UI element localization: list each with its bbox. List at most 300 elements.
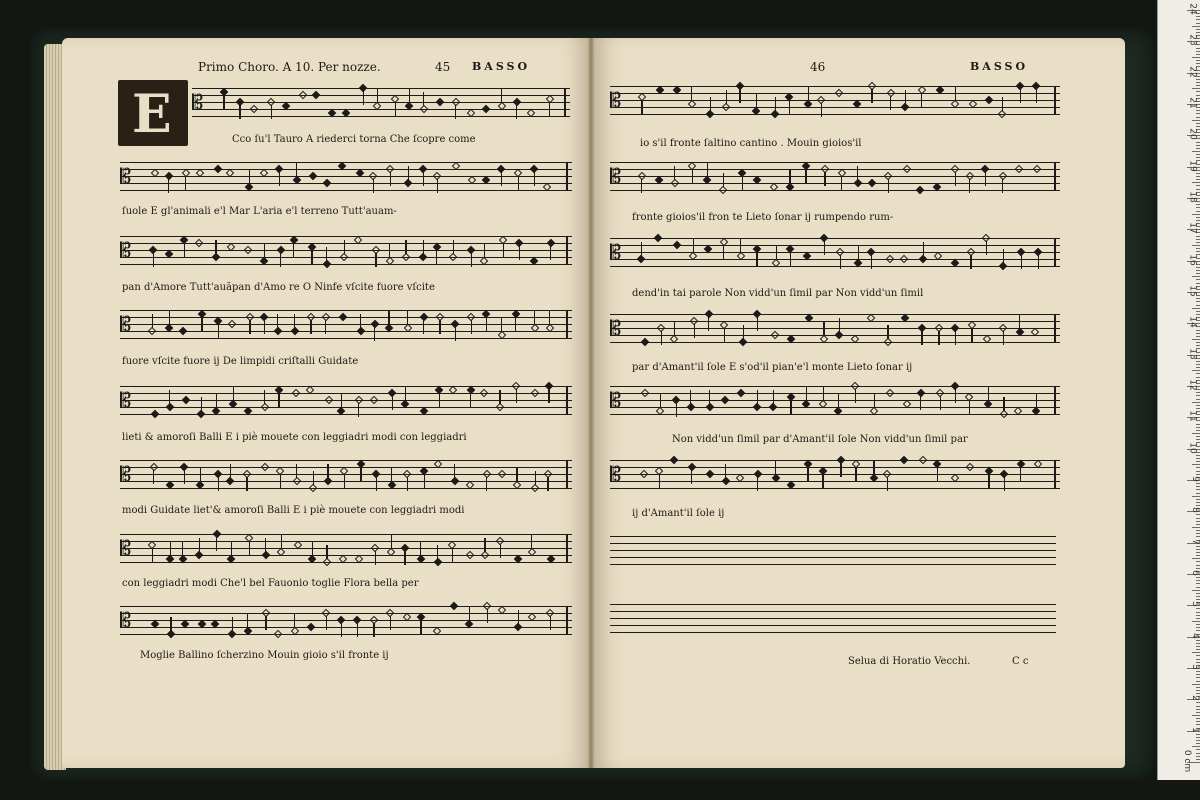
staff-line: [192, 95, 570, 96]
note-stem: [407, 311, 408, 325]
ruler-tick: [1196, 273, 1200, 274]
note-stem: [693, 239, 694, 253]
clef-symbol: 𝄡: [120, 608, 132, 632]
ruler-tick: [1196, 706, 1200, 707]
note-stem: [344, 474, 345, 488]
ruler-tick: [1196, 333, 1200, 334]
music-note: [181, 396, 189, 404]
music-note: [706, 470, 714, 478]
ruler-tick: [1196, 248, 1200, 249]
note-stem: [756, 94, 757, 108]
note-stem: [310, 320, 311, 334]
note-stem: [471, 253, 472, 267]
bar-line: [566, 386, 568, 415]
note-stem: [888, 179, 889, 193]
music-note: [420, 105, 428, 113]
music-note: [496, 403, 504, 411]
note-stem: [500, 544, 501, 558]
ruler-tick: [1192, 433, 1200, 434]
note-stem: [757, 390, 758, 404]
music-note: [179, 327, 187, 335]
note-stem: [420, 542, 421, 556]
note-stem: [199, 538, 200, 552]
note-stem: [921, 93, 922, 107]
note-stem: [375, 551, 376, 565]
ruler-number: 4: [1190, 632, 1200, 639]
note-stem: [170, 542, 171, 556]
ruler-tick: [1196, 461, 1200, 462]
note-stem: [231, 542, 232, 556]
ruler-tick: [1196, 305, 1200, 306]
music-note: [212, 253, 220, 261]
ruler-tick: [1196, 712, 1200, 713]
note-stem: [531, 535, 532, 549]
note-stem: [518, 610, 519, 624]
ruler-tick: [1196, 596, 1200, 597]
note-stem: [501, 318, 502, 332]
note-stem: [168, 179, 169, 193]
note-stem: [216, 394, 217, 408]
ruler-tick: [1192, 151, 1200, 152]
note-stem: [230, 464, 231, 478]
ruler-number: 17: [1187, 222, 1198, 235]
note-stem: [1004, 477, 1005, 491]
ruler-tick: [1196, 627, 1200, 628]
music-note: [261, 551, 269, 559]
note-stem: [390, 616, 391, 630]
ruler-tick: [1192, 57, 1200, 58]
bar-line: [1054, 238, 1056, 267]
music-note: [291, 389, 299, 397]
ruler-tick: [1196, 123, 1200, 124]
ruler-tick: [1196, 593, 1200, 594]
ruler-tick: [1196, 643, 1200, 644]
right-lyric-line: Non vidd'un ſimil par d'Amant'il ſole Non vidd'un ſimil par: [672, 434, 968, 445]
music-note: [449, 253, 457, 261]
right-lyric-line: par d'Amant'il ſole E s'od'il pian'e'l monte Lieto ſonar ij: [632, 362, 913, 373]
note-stem: [743, 325, 744, 339]
music-staff: [610, 386, 1060, 416]
left-lyric-line: Moglie Ballino ſcherzino Mouin gioio s'il fronte ij: [140, 650, 389, 661]
ruler-tick: [1196, 659, 1200, 660]
note-stem: [375, 253, 376, 267]
note-stem: [821, 103, 822, 117]
staff-line: [610, 238, 1060, 239]
note-stem: [674, 166, 675, 180]
note-stem: [200, 468, 201, 482]
ruler-tick: [1196, 587, 1200, 588]
note-stem: [232, 617, 233, 631]
staff-line: [120, 250, 572, 251]
ruler-tick: [1196, 54, 1200, 55]
note-stem: [775, 461, 776, 475]
ruler-tick: [1192, 402, 1200, 403]
clef-symbol: 𝄡: [120, 312, 132, 336]
ruler-tick: [1196, 207, 1200, 208]
staff-line: [610, 266, 1060, 267]
note-stem: [790, 400, 791, 414]
staff-line: [610, 386, 1060, 387]
note-stem: [874, 394, 875, 408]
note-stem: [969, 179, 970, 193]
ruler-tick: [1196, 615, 1200, 616]
music-note: [148, 327, 156, 335]
ruler-tick: [1196, 399, 1200, 400]
clef-symbol: 𝄡: [610, 388, 622, 412]
note-stem: [937, 467, 938, 481]
note-stem: [390, 172, 391, 186]
ruler-tick: [1196, 311, 1200, 312]
ruler-tick: [1196, 618, 1200, 619]
ruler-number: 16: [1187, 253, 1198, 266]
staff-line: [192, 116, 570, 117]
bar-line: [1054, 314, 1056, 343]
note-stem: [841, 176, 842, 190]
ruler-number: 8: [1190, 507, 1200, 514]
note-stem: [218, 477, 219, 491]
note-stem: [660, 394, 661, 408]
note-stem: [184, 470, 185, 484]
note-stem: [279, 172, 280, 186]
staff-line: [120, 162, 572, 163]
note-stem: [326, 247, 327, 261]
ruler-tick: [1196, 693, 1200, 694]
clef-symbol: 𝄡: [610, 164, 622, 188]
note-stem: [515, 317, 516, 331]
note-stem: [452, 548, 453, 562]
note-stem: [170, 617, 171, 631]
book-gutter: [588, 38, 594, 768]
staff-line: [610, 481, 1060, 482]
note-stem: [822, 474, 823, 488]
staff-line: [120, 176, 572, 177]
note-stem: [1003, 397, 1004, 411]
ruler-tick: [1196, 395, 1200, 396]
note-stem: [280, 474, 281, 488]
ruler-tick: [1196, 724, 1200, 725]
ruler-tick: [1196, 599, 1200, 600]
note-stem: [184, 243, 185, 257]
ruler-tick: [1196, 239, 1200, 240]
note-stem: [940, 396, 941, 410]
music-note: [195, 239, 203, 247]
ruler-tick: [1196, 408, 1200, 409]
music-staff: [120, 386, 572, 416]
note-stem: [344, 240, 345, 254]
note-stem: [247, 614, 248, 628]
ruler-tick: [1192, 308, 1200, 309]
ruler-tick: [1196, 687, 1200, 688]
note-stem: [857, 166, 858, 180]
ruler-tick: [1196, 63, 1200, 64]
ruler-tick: [1196, 342, 1200, 343]
note-stem: [855, 389, 856, 403]
ruler-number: 1: [1190, 726, 1200, 733]
ruler-tick: [1196, 377, 1200, 378]
note-stem: [420, 620, 421, 634]
staff-line: [120, 264, 572, 265]
bar-line: [566, 236, 568, 265]
measurement-ruler: [1157, 0, 1200, 780]
ruler-tick: [1196, 298, 1200, 299]
note-stem: [201, 397, 202, 411]
ruler-tick: [1196, 608, 1200, 609]
note-stem: [938, 331, 939, 345]
bar-line: [1054, 86, 1056, 115]
note-stem: [725, 464, 726, 478]
ruler-number: 5: [1190, 601, 1200, 608]
note-stem: [905, 90, 906, 104]
initial-letter: E: [132, 84, 172, 145]
bar-line: [564, 88, 566, 117]
ruler-number: 2: [1190, 695, 1200, 702]
ruler-tick: [1192, 590, 1200, 591]
music-note: [885, 389, 893, 397]
music-note: [228, 320, 236, 328]
music-note: [721, 477, 729, 485]
music-note: [261, 463, 269, 471]
ruler-tick: [1196, 743, 1200, 744]
staff-line: [120, 555, 572, 556]
ruler-tick: [1196, 19, 1200, 20]
music-note: [404, 179, 412, 187]
clef-symbol: 𝄡: [610, 88, 622, 112]
note-stem: [807, 467, 808, 481]
note-stem: [776, 246, 777, 260]
signature-mark: C c: [1012, 656, 1029, 667]
note-stem: [246, 477, 247, 491]
ruler-number: 10: [1187, 441, 1198, 454]
ruler-number: 11: [1187, 410, 1198, 423]
note-stem: [405, 240, 406, 254]
ruler-tick: [1192, 26, 1200, 27]
ruler-tick: [1192, 276, 1200, 277]
ruler-tick: [1196, 23, 1200, 24]
note-stem: [218, 324, 219, 338]
note-stem: [823, 322, 824, 336]
music-note: [737, 389, 745, 397]
note-stem: [312, 542, 313, 556]
ruler-tick: [1196, 267, 1200, 268]
note-stem: [293, 243, 294, 257]
note-stem: [1036, 394, 1037, 408]
note-stem: [871, 89, 872, 103]
note-stem: [360, 467, 361, 481]
ruler-tick: [1192, 746, 1200, 747]
note-stem: [757, 477, 758, 491]
music-note: [292, 477, 300, 485]
staff-line: [120, 338, 572, 339]
note-stem: [824, 172, 825, 186]
ruler-tick: [1196, 455, 1200, 456]
note-stem: [726, 90, 727, 104]
ruler-tick: [1196, 336, 1200, 337]
ruler-tick: [1196, 439, 1200, 440]
note-stem: [265, 616, 266, 630]
note-stem: [707, 163, 708, 177]
music-staff: [120, 460, 572, 490]
ruler-tick: [1196, 157, 1200, 158]
note-stem: [641, 242, 642, 256]
note-stem: [182, 542, 183, 556]
ruler-tick: [1196, 117, 1200, 118]
ruler-tick: [1196, 236, 1200, 237]
note-stem: [516, 468, 517, 482]
note-stem: [487, 609, 488, 623]
note-stem: [265, 538, 266, 552]
note-stem: [294, 314, 295, 328]
staff-line: [610, 393, 1060, 394]
ruler-number: 24: [1187, 3, 1198, 15]
note-stem: [484, 244, 485, 258]
staff-line: [120, 634, 572, 635]
note-stem: [756, 252, 757, 266]
ruler-tick: [1196, 179, 1200, 180]
ruler-tick: [1196, 110, 1200, 111]
note-stem: [1020, 467, 1021, 481]
staff-line: [120, 488, 572, 489]
note-stem: [239, 105, 240, 119]
bar-line: [1054, 162, 1056, 191]
staff-line: [120, 613, 572, 614]
ruler-tick: [1196, 753, 1200, 754]
ruler-tick: [1196, 662, 1200, 663]
ruler-tick: [1192, 621, 1200, 622]
note-stem: [278, 393, 279, 407]
decorated-initial: [118, 80, 188, 146]
staff-line: [120, 620, 572, 621]
ruler-tick: [1196, 612, 1200, 613]
note-stem: [271, 105, 272, 119]
music-note: [435, 98, 443, 106]
staff-line: [610, 190, 1060, 191]
music-note: [531, 389, 539, 397]
staff-line: [120, 407, 572, 408]
note-stem: [790, 252, 791, 266]
clef-symbol: 𝄡: [610, 462, 622, 486]
staff-line: [610, 611, 1056, 612]
note-stem: [377, 89, 378, 103]
staff-line: [610, 474, 1060, 475]
ruler-tick: [1192, 120, 1200, 121]
note-stem: [690, 390, 691, 404]
note-stem: [871, 255, 872, 269]
staff-line: [610, 604, 1056, 605]
note-stem: [501, 172, 502, 186]
note-stem: [388, 311, 389, 325]
note-stem: [185, 176, 186, 190]
note-stem: [277, 314, 278, 328]
ruler-tick: [1196, 640, 1200, 641]
music-staff: [120, 236, 572, 266]
note-stem: [890, 96, 891, 110]
note-stem: [641, 100, 642, 114]
note-stem: [694, 324, 695, 338]
note-stem: [773, 390, 774, 404]
note-stem: [775, 97, 776, 111]
staff-line: [610, 328, 1060, 329]
note-stem: [519, 246, 520, 260]
ruler-tick: [1196, 530, 1200, 531]
ruler-tick: [1192, 715, 1200, 716]
ruler-tick: [1196, 499, 1200, 500]
music-staff: [610, 460, 1060, 490]
note-stem: [710, 97, 711, 111]
staff-line: [192, 109, 570, 110]
ruler-tick: [1196, 142, 1200, 143]
music-note: [243, 246, 251, 254]
note-stem: [921, 331, 922, 345]
staff-line: [610, 618, 1056, 619]
ruler-tick: [1196, 674, 1200, 675]
music-note: [340, 253, 348, 261]
ruler-tick: [1196, 279, 1200, 280]
music-note: [722, 103, 730, 111]
music-note: [902, 165, 910, 173]
staff-line: [120, 627, 572, 628]
note-stem: [1036, 89, 1037, 103]
left-lyric-line: fuore vſcite fuore ij De limpidi criſtalli Guidate: [122, 356, 359, 367]
note-stem: [988, 387, 989, 401]
music-note: [498, 470, 506, 478]
note-stem: [955, 172, 956, 186]
note-stem: [264, 320, 265, 334]
left-lyric-line: lieti & amoroſi Balli E i piè mouete con leggiadri modi con leggiadri: [122, 432, 467, 443]
ruler-tick: [1196, 759, 1200, 760]
note-stem: [325, 320, 326, 334]
bar-line: [566, 460, 568, 489]
staff-line: [120, 481, 572, 482]
note-stem: [955, 331, 956, 345]
note-stem: [534, 172, 535, 186]
ruler-number: 6: [1190, 570, 1200, 576]
ruler-tick: [1196, 405, 1200, 406]
ruler-tick: [1196, 173, 1200, 174]
ruler-tick: [1196, 721, 1200, 722]
staff-line: [610, 107, 1060, 108]
note-stem: [296, 464, 297, 478]
note-stem: [955, 389, 956, 403]
right-lyric-line: ij d'Amant'il ſole ij: [632, 508, 725, 519]
bar-line: [566, 606, 568, 635]
music-note: [307, 623, 315, 631]
note-stem: [376, 477, 377, 491]
ruler-tick: [1196, 154, 1200, 155]
note-stem: [363, 91, 364, 105]
note-stem: [391, 535, 392, 549]
ruler-tick: [1192, 88, 1200, 89]
music-note: [867, 179, 875, 187]
note-stem: [742, 176, 743, 190]
staff-line: [610, 169, 1060, 170]
staff-line: [610, 632, 1056, 633]
ruler-tick: [1196, 536, 1200, 537]
music-note: [195, 551, 203, 559]
ruler-number: 20: [1187, 128, 1198, 141]
ruler-tick: [1196, 655, 1200, 656]
clef-symbol: 𝄡: [610, 240, 622, 264]
note-stem: [486, 477, 487, 491]
left-page-number: 45: [435, 60, 451, 74]
music-note: [721, 396, 729, 404]
music-note: [640, 470, 648, 478]
ruler-tick: [1196, 79, 1200, 80]
staff-line: [610, 543, 1056, 544]
ruler-tick: [1196, 430, 1200, 431]
note-stem: [471, 320, 472, 334]
note-stem: [357, 623, 358, 637]
note-stem: [358, 403, 359, 417]
